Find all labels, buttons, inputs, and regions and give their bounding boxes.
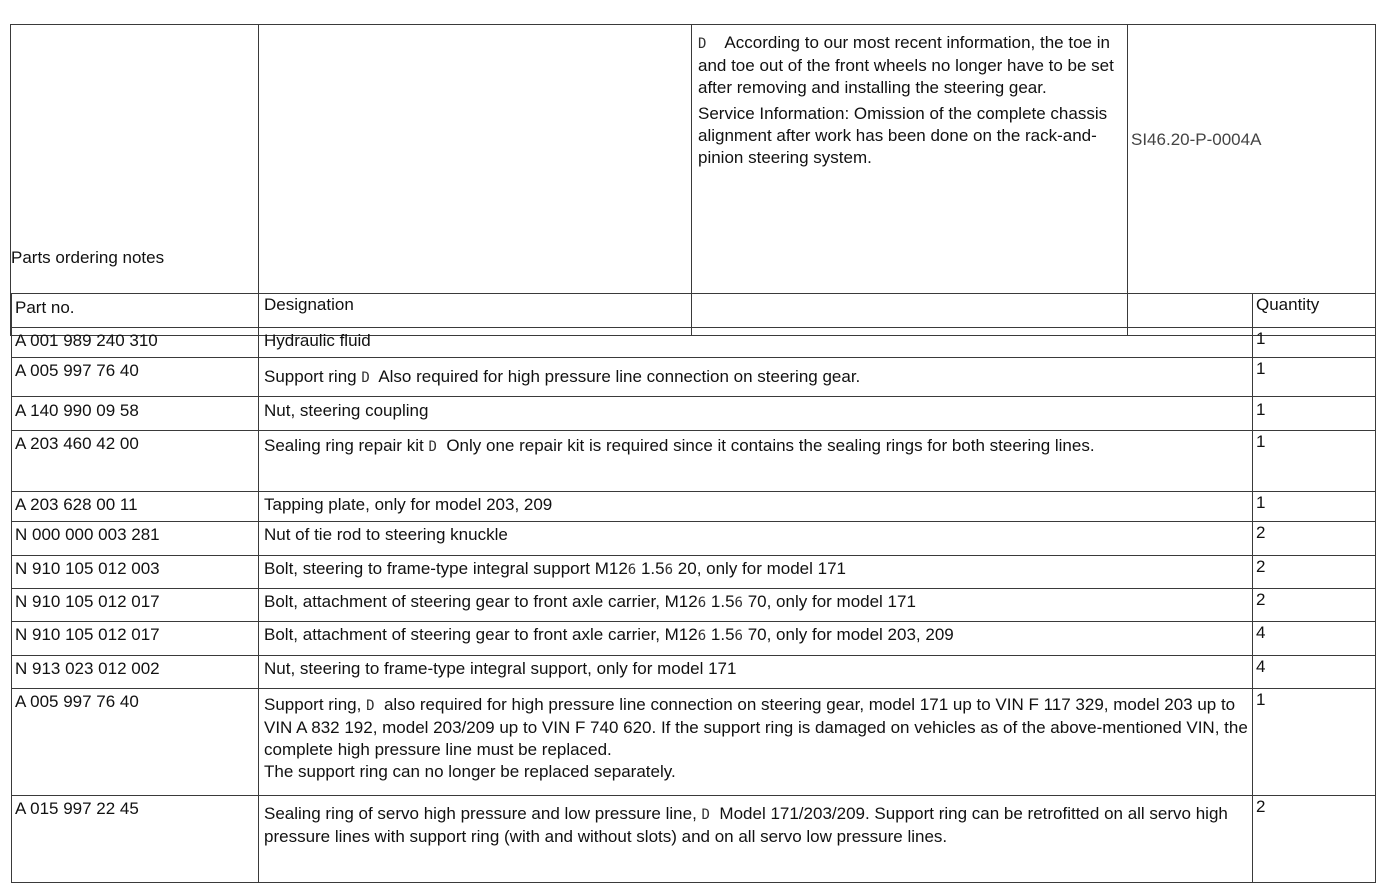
part-number: A 001 989 240 310 [12, 328, 259, 358]
note-icon: D [701, 807, 710, 823]
designation: Tapping plate, only for model 203, 209 [259, 492, 1253, 522]
table-header-row [12, 294, 1376, 328]
part-number: A 203 628 00 11 [12, 492, 259, 522]
part-number: A 015 997 22 45 [12, 796, 259, 883]
quantity: 2 [1253, 522, 1376, 556]
part-number: N 000 000 003 281 [12, 522, 259, 556]
quantity: 4 [1253, 622, 1376, 656]
quantity: 1 [1253, 689, 1376, 796]
designation: Bolt, attachment of steering gear to front axle carrier, M12 [264, 625, 698, 644]
empty-cell [259, 25, 692, 336]
empty-cell [11, 25, 259, 336]
times-icon: 6 [734, 628, 743, 644]
toe-note-text: According to our most recent information, the toe in and toe out of the front wheels no longer have to be set after removing and installing the steering gear. [698, 33, 1114, 97]
section-heading: Parts ordering notes [11, 248, 165, 267]
designation: Nut of tie rod to steering knuckle [259, 522, 1253, 556]
note-icon: D [361, 370, 370, 386]
note-cell [692, 25, 1128, 336]
table-row [12, 689, 1376, 796]
table-row [12, 656, 1376, 689]
designation-note: also required for high pressure line connection on steering gear, model 171 up to VIN F 117 329, model 203 up to VIN A 832 192, model 203/209 up to VIN F 740 620. If the support ring is damaged on vehicles as of the above-mentioned VIN, the complete high pressure line must be replaced. [264, 695, 1248, 759]
part-number: A 140 990 09 58 [12, 397, 259, 431]
designation-note-extra: The support ring can no longer be replaced separately. [264, 762, 676, 781]
quantity: 1 [1253, 358, 1376, 397]
part-number: N 910 105 012 003 [12, 556, 259, 589]
table-row [12, 556, 1376, 589]
designation-note: Only one repair kit is required since it contains the sealing rings for both steering lines. [446, 436, 1095, 455]
dimension-pitch: 1.5 [710, 625, 735, 644]
table-row [12, 492, 1376, 522]
service-information-text: Service Information: Omission of the complete chassis alignment after work has been done on the rack-and-pinion steering system. [698, 104, 1108, 167]
designation-cell [259, 689, 1253, 796]
dimension-length: 70, only for model 171 [747, 592, 916, 611]
table-row [12, 522, 1376, 556]
quantity: 1 [1253, 492, 1376, 522]
dimension-pitch: 1.5 [710, 592, 735, 611]
service-info-table [10, 24, 1376, 336]
table-row [12, 431, 1376, 492]
designation-note: Model 171/203/209. Support ring can be retrofitted on all servo high pressure lines with support ring (with and without slots) and on all servo low pressure lines. [264, 804, 1228, 846]
designation: Support ring [264, 367, 357, 386]
column-header-designation: Designation [259, 294, 1253, 328]
table-row [12, 589, 1376, 622]
quantity: 1 [1253, 397, 1376, 431]
table-row [12, 358, 1376, 397]
reference-cell [1128, 25, 1376, 336]
quantity: 2 [1253, 796, 1376, 883]
quantity: 4 [1253, 656, 1376, 689]
parts-table [11, 293, 1376, 883]
times-icon: 6 [627, 562, 637, 578]
dimension-length: 70, only for model 203, 209 [747, 625, 954, 644]
times-icon: 6 [734, 595, 743, 611]
part-number: A 203 460 42 00 [12, 431, 259, 492]
part-number: A 005 997 76 40 [12, 689, 259, 796]
part-number: N 910 105 012 017 [12, 622, 259, 656]
designation: Support ring, [264, 695, 362, 714]
quantity: 1 [1253, 431, 1376, 492]
column-header-quantity: Quantity [1253, 294, 1376, 328]
table-row [12, 622, 1376, 656]
times-icon: 6 [697, 595, 707, 611]
quantity: 2 [1253, 589, 1376, 622]
part-number: N 913 023 012 002 [12, 656, 259, 689]
note-icon: D [366, 698, 375, 714]
designation-cell [259, 796, 1253, 883]
designation: Sealing ring of servo high pressure and low pressure line, [264, 804, 697, 823]
reference-link[interactable]: SI46.20-P-0004A [1131, 130, 1262, 149]
toe-note [698, 32, 1121, 99]
designation-cell [259, 556, 1253, 589]
times-icon: 6 [697, 628, 707, 644]
dimension-length: 20, only for model 171 [677, 559, 846, 578]
designation: Hydraulic fluid [259, 328, 1253, 358]
designation: Bolt, steering to frame-type integral support M12 [264, 559, 628, 578]
note-icon: D [698, 36, 707, 52]
table-row [12, 796, 1376, 883]
designation: Bolt, attachment of steering gear to front axle carrier, M12 [264, 592, 698, 611]
table-row [12, 397, 1376, 431]
quantity: 1 [1253, 328, 1376, 358]
table-row [12, 328, 1376, 358]
designation-cell [259, 358, 1253, 397]
designation: Sealing ring repair kit [264, 436, 424, 455]
designation-cell [259, 589, 1253, 622]
service-info-row [11, 25, 1376, 336]
part-number: N 910 105 012 017 [12, 589, 259, 622]
designation: Nut, steering coupling [259, 397, 1253, 431]
designation-cell [259, 622, 1253, 656]
note-icon: D [428, 439, 437, 455]
quantity: 2 [1253, 556, 1376, 589]
designation-note: Also required for high pressure line connection on steering gear. [378, 367, 861, 386]
designation: Nut, steering to frame-type integral support, only for model 171 [259, 656, 1253, 689]
part-number: A 005 997 76 40 [12, 358, 259, 397]
times-icon: 6 [664, 562, 674, 578]
column-header-part-no: Part no. [12, 294, 259, 328]
dimension-pitch: 1.5 [640, 559, 665, 578]
designation-cell [259, 431, 1253, 492]
